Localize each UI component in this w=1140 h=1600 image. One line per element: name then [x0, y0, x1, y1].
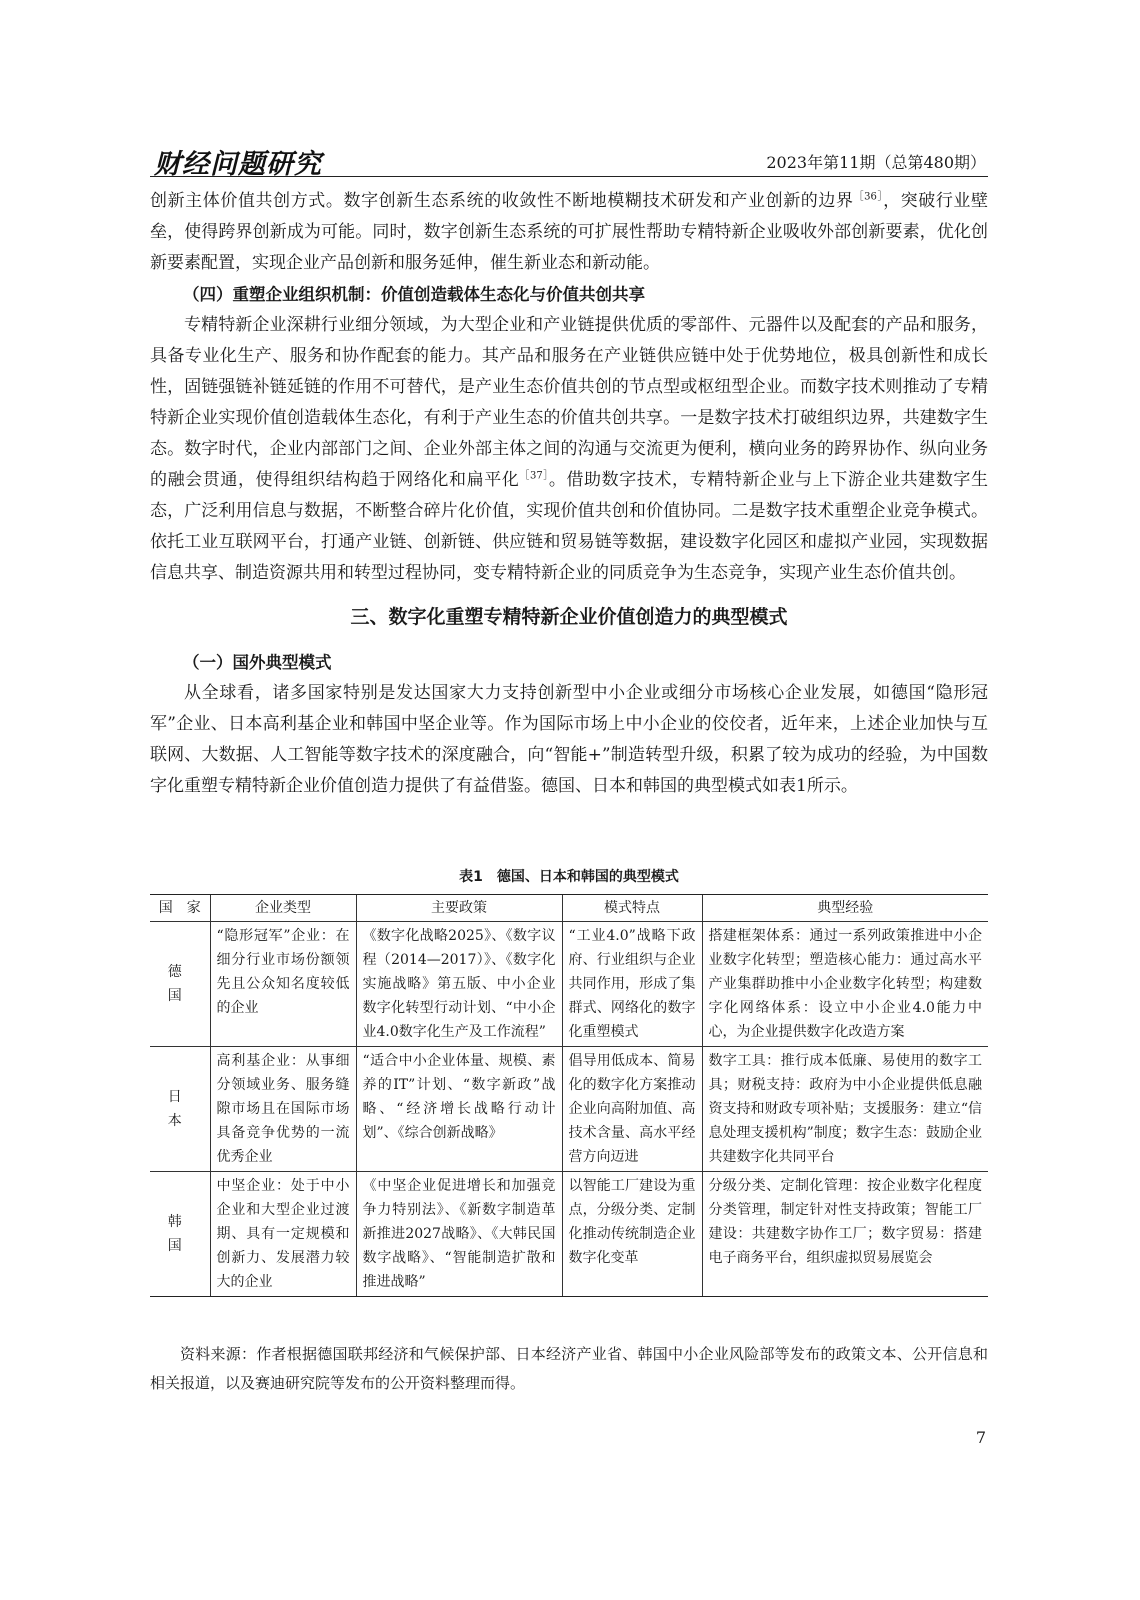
paragraph-text: 专精特新企业深耕行业细分领域，为大型企业和产业链提供优质的零部件、元器件以及配套的产品和服务，具备专业化生产、服务和协作配套的能力。其产品和服务在产业链供应链中处于优势地位，极具创新性和成长性，固链强链补链延链的作用不可替代，是产业生态价值共创的节点型或枢纽型企业。而数字技术则推动了专精特新企业实现价值创造载体生态化，有利于产业生态的价值共创共享。一是数字技术打破组织边界，共建数字生态。数字时代，企业内部部门之间、企业外部主体之间的沟通与交流更为便利，横向业务的跨界协作、纵向业务的融会贯通，使得组织结构趋于网络化和扁平化 — [150, 315, 988, 490]
table-source-note: 资料来源：作者根据德国联邦经济和气候保护部、日本经济产业省、韩国中小企业风险部等发布的政策文本、公开信息和相关报道，以及赛迪研究院等发布的公开资料整理而得。 — [150, 1345, 988, 1392]
table-header-row — [150, 895, 988, 922]
paragraph-text: 创新主体价值共创方式。数字创新生态系统的收敛性不断地模糊技术研发和产业创新的边界 — [150, 191, 854, 211]
table-cell: 中坚企业：处于中小企业和大型企业过渡期、具有一定规模和创新力、发展潜力较大的企业 — [210, 1172, 356, 1297]
table-caption: 表1 德国、日本和韩国的典型模式 — [459, 869, 679, 885]
section-heading: 三、数字化重塑专精特新企业价值创造力的典型模式 — [350, 606, 788, 628]
header-cell: 国 家 — [150, 895, 210, 922]
journal-logo: 财经问题研究 — [154, 149, 322, 180]
paragraph — [150, 310, 988, 589]
table-cell: “隐形冠军”企业：在细分行业市场份额领先且公众知名度较低的企业 — [210, 922, 356, 1047]
table-row — [150, 922, 988, 1047]
table-1 — [150, 866, 988, 1297]
table-cell: 《数字化战略2025》、《数字议程（2014—2017）》、《数字化实施战略》第五版、中小企业数字化转型行动计划、“中小企业4.0数字化生产及工作流程” — [356, 922, 562, 1047]
header-cell: 典型经验 — [702, 895, 988, 922]
table-cell: 分级分类、定制化管理：按企业数字化程度分类管理，制定针对性支持政策；智能工厂建设：共建数字协作工厂；数字贸易：搭建电子商务平台，组织虚拟贸易展览会 — [702, 1172, 988, 1297]
paragraph-text: ，突破行业壁垒，使得跨界创新成为可能。同时，数字创新生态系统的可扩展性帮助专精特新企业吸收外部创新要素，优化创新要素配置，实现企业产品创新和服务延伸，催生新业态和新动能。 — [150, 191, 989, 273]
paragraph: 从全球看，诸多国家特别是发达国家大力支持创新型中小企业或细分市场核心企业发展，如德国“隐形冠军”企业、日本高利基企业和韩国中坚企业等。作为国际市场上中小企业的佼佼者，近年来，上述企业加快与互联网、大数据、人工智能等数字技术的深度融合，向“智能+”制造转型升级，积累了较为成功的经验，为中国数字化重塑专精特新企业价值创造力提供了有益借鉴。德国、日本和韩国的典型模式如表1所示。 — [150, 683, 988, 796]
country-cell: 德国 — [150, 922, 210, 1047]
table-cell: 高利基企业：从事细分领域业务、服务缝隙市场且在国际市场具备竞争优势的一流优秀企业 — [210, 1047, 356, 1172]
table-cell: 搭建框架体系：通过一系列政策推进中小企业数字化转型；塑造核心能力：通过高水平产业集群助推中小企业数字化转型；构建数字化网络体系：设立中小企业4.0能力中心，为企业提供数字化改造方案 — [702, 922, 988, 1047]
subsection-heading-1: （一）国外典型模式 — [183, 653, 332, 672]
country-cell: 韩国 — [150, 1172, 210, 1297]
typical-models-table — [150, 894, 988, 1297]
body-text — [150, 186, 988, 802]
citation: ［36］ — [853, 191, 884, 203]
subsection-heading-4: （四）重塑企业组织机制：价值创造载体生态化与价值共创共享 — [183, 285, 645, 304]
table-cell: 倡导用低成本、简易化的数字化方案推动企业向高附加值、高技术含量、高水平经营方向迈进 — [562, 1047, 702, 1172]
country-cell: 日本 — [150, 1047, 210, 1172]
table-row — [150, 1047, 988, 1172]
issue-info: 2023年第11期（总第480期） — [766, 153, 986, 172]
citation: ［37］ — [519, 470, 549, 482]
running-header — [150, 140, 988, 180]
header-cell: 模式特点 — [562, 895, 702, 922]
header-cell: 企业类型 — [210, 895, 356, 922]
table-cell: “适合中小企业体量、规模、素养的IT”计划、“数字新政”战略、“经济增长战略行动计划”、《综合创新战略》 — [356, 1047, 562, 1172]
table-cell: 数字工具：推行成本低廉、易使用的数字工具；财税支持：政府为中小企业提供低息融资支持和财政专项补贴；支援服务：建立“信息处理支援机构”制度；数字生态：鼓励企业共建数字化共同平台 — [702, 1047, 988, 1172]
table-cell: 《中坚企业促进增长和加强竞争力特别法》、《新数字制造革新推进2027战略》、《大韩民国数字战略》、“智能制造扩散和推进战略” — [356, 1172, 562, 1297]
paragraph-text: 。借助数字技术，专精特新企业与上下游企业共建数字生态，广泛利用信息与数据，不断整合碎片化价值，实现价值共创和价值协同。二是数字技术重塑企业竞争模式。依托工业互联网平台，打通产业链、创新链、供应链和贸易链等数据，建设数字化园区和虚拟产业园，实现数据信息共享、制造资源共用和转型过程协同，变专精特新企业的同质竞争为生态竞争，实现产业生态价值共创。 — [150, 470, 989, 583]
table-row — [150, 1172, 988, 1297]
table-cell: “工业4.0”战略下政府、行业组织与企业共同作用，形成了集群式、网络化的数字化重塑模式 — [562, 922, 702, 1047]
paragraph-continued — [150, 186, 988, 279]
header-cell: 主要政策 — [356, 895, 562, 922]
table-cell: 以智能工厂建设为重点，分级分类、定制化推动传统制造企业数字化变革 — [562, 1172, 702, 1297]
page-number: 7 — [975, 1428, 986, 1447]
